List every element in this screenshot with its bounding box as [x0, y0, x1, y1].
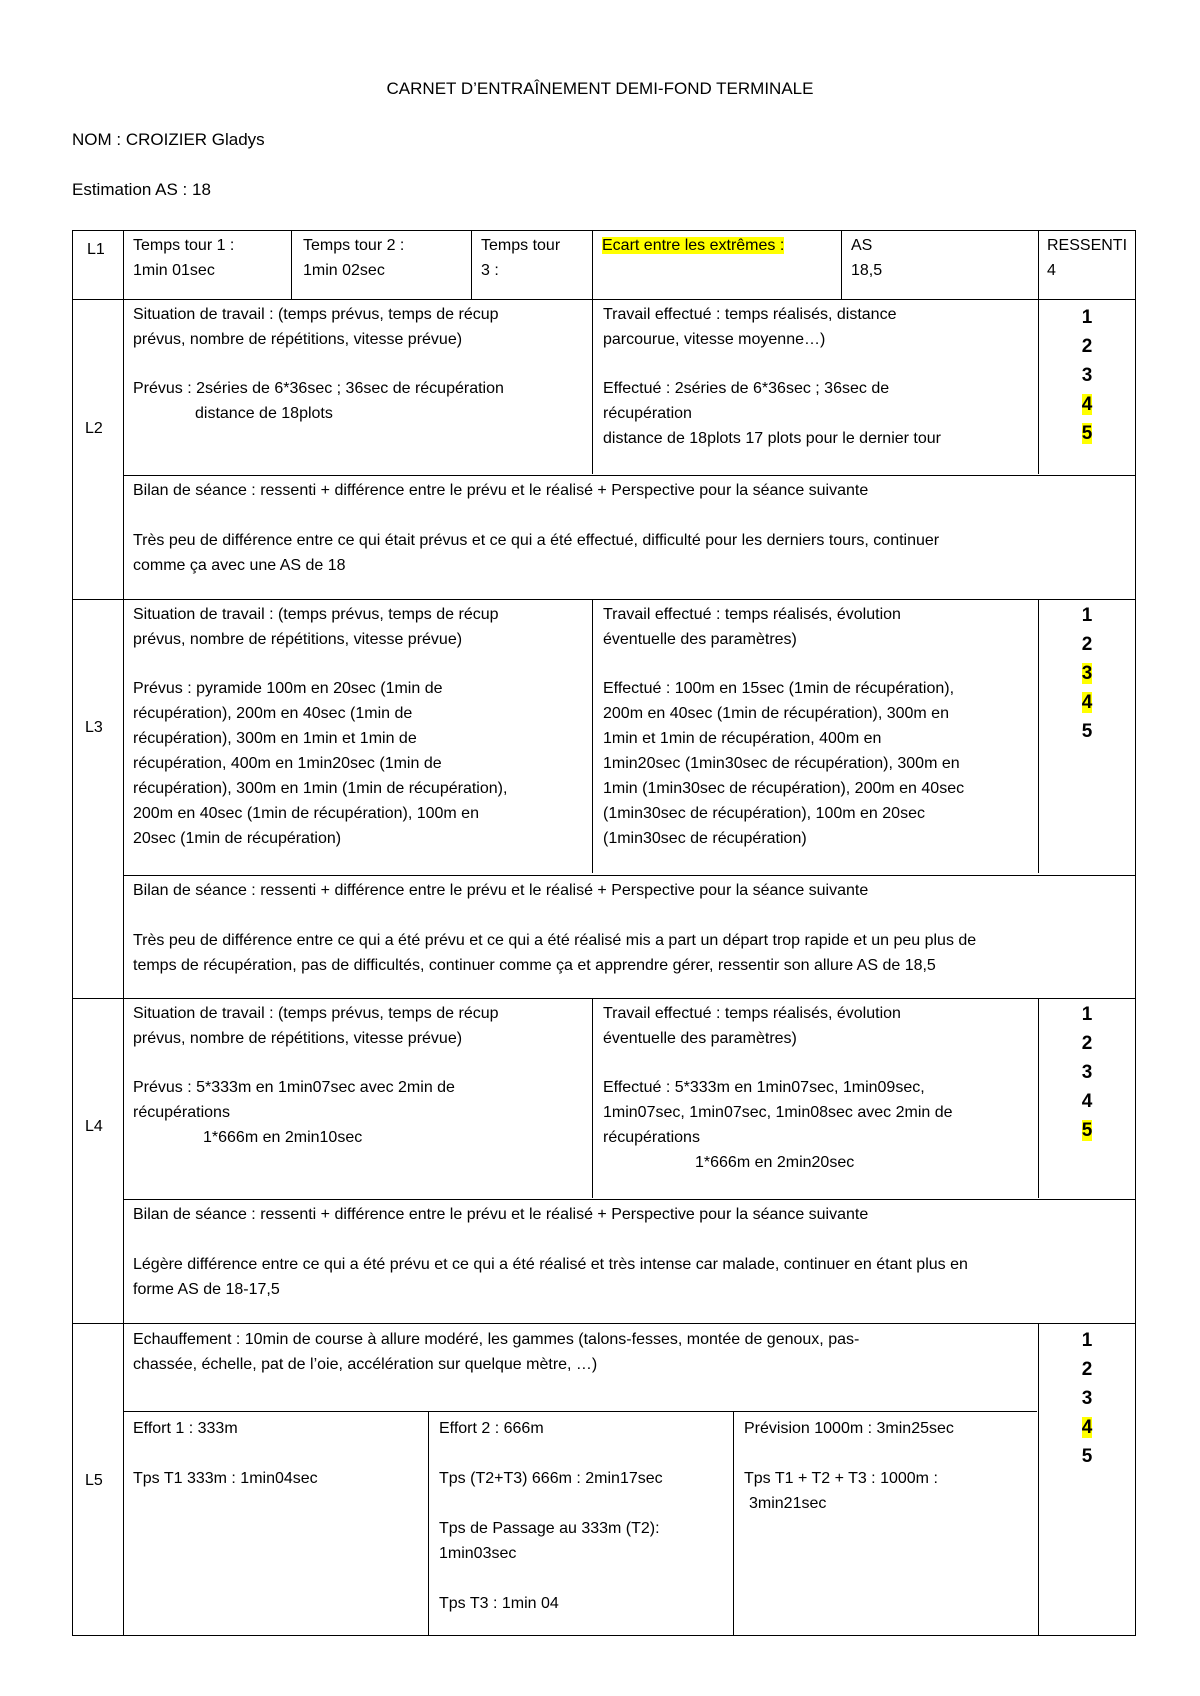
l3-situation-heading-2: prévus, nombre de répétitions, vitesse prévue) [133, 631, 463, 648]
effort2-total: Tps (T2+T3) 666m : 2min17sec [439, 1470, 663, 1487]
l3-prevus-line: 200m en 40sec (1min de récupération), 100m en [133, 805, 479, 822]
student-name: NOM : CROIZIER Gladys [72, 130, 265, 149]
l2-scale-2: 2 [1081, 336, 1093, 357]
l2-effectue: Effectué : 2séries de 6*36sec ; 36sec de [603, 380, 890, 397]
l5-scale-2: 2 [1081, 1359, 1093, 1380]
l2-scale-1: 1 [1081, 307, 1093, 328]
effort2-t3: Tps T3 : 1min 04 [439, 1595, 559, 1612]
l4-scale-2: 2 [1081, 1033, 1093, 1054]
l2-situation-heading: Situation de travail : (temps prévus, temps de récup [133, 306, 499, 323]
l5-scale-1: 1 [1081, 1330, 1093, 1351]
tour3-label-b: 3 : [481, 262, 499, 279]
l4-effectue-3: récupérations [603, 1129, 700, 1146]
row-label-l5: L5 [85, 1472, 103, 1489]
l3-situation-heading: Situation de travail : (temps prévus, temps de récup [133, 606, 499, 623]
l3-prevus-line: Prévus : pyramide 100m en 20sec (1min de [133, 680, 443, 697]
l4-prevus: Prévus : 5*333m en 1min07sec avec 2min de [133, 1079, 455, 1096]
l3-effectue-line: 1min (1min30sec de récupération), 200m en 40sec [603, 780, 965, 797]
l3-effectue-line: (1min30sec de récupération) [603, 830, 807, 847]
l2-bilan-line-2: comme ça avec une AS de 18 [133, 557, 346, 574]
tour2-value: 1min 02sec [303, 262, 385, 279]
l2-situation-heading-2: prévus, nombre de répétitions, vitesse prévue) [133, 331, 463, 348]
l3-scale-2: 2 [1081, 634, 1093, 655]
as-value: 18,5 [851, 262, 883, 279]
l2-bilan-title: Bilan de séance : ressenti + différence entre le prévu et le réalisé + Perspective pour la séance suivante [133, 482, 869, 499]
l2-effectue-2: récupération [603, 405, 692, 422]
ressenti-value: 4 [1047, 262, 1056, 279]
row-label-l1: L1 [87, 241, 105, 258]
l4-situation-heading-2: prévus, nombre de répétitions, vitesse prévue) [133, 1030, 463, 1047]
l3-prevus-line: récupération), 300m en 1min et 1min de [133, 730, 417, 747]
document-title: CARNET D’ENTRAÎNEMENT DEMI-FOND TERMINALE [386, 79, 814, 98]
l5-scale-4: 4 [1081, 1417, 1093, 1438]
l4-scale-4: 4 [1081, 1091, 1093, 1112]
effort2-passage: Tps de Passage au 333m (T2): [439, 1520, 660, 1537]
l2-bilan-line-1: Très peu de différence entre ce qui était prévus et ce qui a été effectué, difficulté pour les derniers tours, continuer [133, 532, 940, 549]
l4-effectue: Effectué : 5*333m en 1min07sec, 1min09sec, [603, 1079, 925, 1096]
ecart-label: Ecart entre les extrêmes : [602, 237, 785, 254]
l4-bilan-line-1: Légère différence entre ce qui a été prévu et ce qui a été réalisé et très intense car malade, continuer en étant plus en [133, 1256, 968, 1273]
l3-bilan-title: Bilan de séance : ressenti + différence entre le prévu et le réalisé + Perspective pour la séance suivante [133, 882, 869, 899]
l3-effectue-heading-2: éventuelle des paramètres) [603, 631, 797, 648]
l3-prevus-line: récupération), 300m en 1min (1min de récupération), [133, 780, 508, 797]
l3-effectue-line: Effectué : 100m en 15sec (1min de récupération), [603, 680, 955, 697]
l3-effectue-line: 1min20sec (1min30sec de récupération), 300m en [603, 755, 960, 772]
l2-effectue-3: distance de 18plots 17 plots pour le dernier tour [603, 430, 941, 447]
l4-bilan-line-2: forme AS de 18-17,5 [133, 1281, 280, 1298]
l3-prevus-line: récupération, 400m en 1min20sec (1min de [133, 755, 442, 772]
l2-scale-4: 4 [1081, 394, 1093, 415]
l2-effectue-heading-2: parcourue, vitesse moyenne…) [603, 331, 826, 348]
l5-echauffement-2: chassée, échelle, pat de l’oie, accélération sur quelque mètre, …) [133, 1356, 598, 1373]
l3-prevus-line: récupération), 200m en 40sec (1min de [133, 705, 413, 722]
l2-effectue-heading: Travail effectué : temps réalisés, distance [603, 306, 897, 323]
estimation-as: Estimation AS : 18 [72, 180, 211, 199]
l5-scale-5: 5 [1081, 1446, 1093, 1467]
l3-effectue-line: (1min30sec de récupération), 100m en 20sec [603, 805, 925, 822]
row-l5 [72, 1323, 1136, 1636]
effort2-passage-value: 1min03sec [439, 1545, 517, 1562]
l5-scale-3: 3 [1081, 1388, 1093, 1409]
l2-scale-3: 3 [1081, 365, 1093, 386]
l3-bilan-line-2: temps de récupération, pas de difficultés, continuer comme ça et apprendre gérer, ressentir son allure AS de 18,5 [133, 957, 936, 974]
as-label: AS [851, 237, 873, 254]
l4-effectue-heading: Travail effectué : temps réalisés, évolution [603, 1005, 901, 1022]
row-label-l2: L2 [85, 420, 103, 437]
row-label-l4: L4 [85, 1118, 103, 1135]
row-l3 [72, 599, 1136, 999]
tour1-value: 1min 01sec [133, 262, 215, 279]
tour2-label: Temps tour 2 : [303, 237, 405, 254]
l3-prevus-line: 20sec (1min de récupération) [133, 830, 342, 847]
l3-effectue-line: 200m en 40sec (1min de récupération), 300m en [603, 705, 949, 722]
prevision-total-value: 3min21sec [749, 1495, 827, 1512]
l2-prevus-distance: distance de 18plots [195, 405, 333, 422]
prevision-total: Tps T1 + T2 + T3 : 1000m : [744, 1470, 938, 1487]
tour3-label: Temps tour [481, 237, 561, 254]
prevision-title: Prévision 1000m : 3min25sec [744, 1420, 954, 1437]
l4-prevus-3: 1*666m en 2min10sec [203, 1129, 363, 1146]
l4-effectue-4: 1*666m en 2min20sec [695, 1154, 855, 1171]
l2-prevus: Prévus : 2séries de 6*36sec ; 36sec de récupération [133, 380, 504, 397]
l4-bilan-title: Bilan de séance : ressenti + différence entre le prévu et le réalisé + Perspective pour la séance suivante [133, 1206, 869, 1223]
row-label-l3: L3 [85, 719, 103, 736]
row-l2 [72, 299, 1136, 600]
l4-effectue-2: 1min07sec, 1min07sec, 1min08sec avec 2min de [603, 1104, 953, 1121]
l3-scale-3: 3 [1081, 663, 1093, 684]
l3-scale-4: 4 [1081, 692, 1093, 713]
l4-situation-heading: Situation de travail : (temps prévus, temps de récup [133, 1005, 499, 1022]
tour1-label: Temps tour 1 : [133, 237, 235, 254]
l3-bilan-line-1: Très peu de différence entre ce qui a été prévu et ce qui a été réalisé mis a part un départ trop rapide et un peu plus de [133, 932, 977, 949]
effort1-t1: Tps T1 333m : 1min04sec [133, 1470, 318, 1487]
l4-effectue-heading-2: éventuelle des paramètres) [603, 1030, 797, 1047]
l4-scale-5: 5 [1081, 1120, 1093, 1141]
l2-scale-5: 5 [1081, 423, 1093, 444]
l3-scale-5: 5 [1081, 721, 1093, 742]
l3-scale-1: 1 [1081, 605, 1093, 626]
l4-prevus-2: récupérations [133, 1104, 230, 1121]
l5-echauffement: Echauffement : 10min de course à allure modéré, les gammes (talons-fesses, montée de genoux, pas- [133, 1331, 860, 1348]
row-l1 [72, 230, 1136, 300]
l4-scale-3: 3 [1081, 1062, 1093, 1083]
l3-effectue-line: 1min et 1min de récupération, 400m en [603, 730, 882, 747]
ressenti-label: RESSENTI [1047, 237, 1128, 254]
effort2-title: Effort 2 : 666m [439, 1420, 544, 1437]
l3-effectue-heading: Travail effectué : temps réalisés, évolution [603, 606, 901, 623]
effort1-title: Effort 1 : 333m [133, 1420, 238, 1437]
row-l4 [72, 998, 1136, 1324]
l4-scale-1: 1 [1081, 1004, 1093, 1025]
